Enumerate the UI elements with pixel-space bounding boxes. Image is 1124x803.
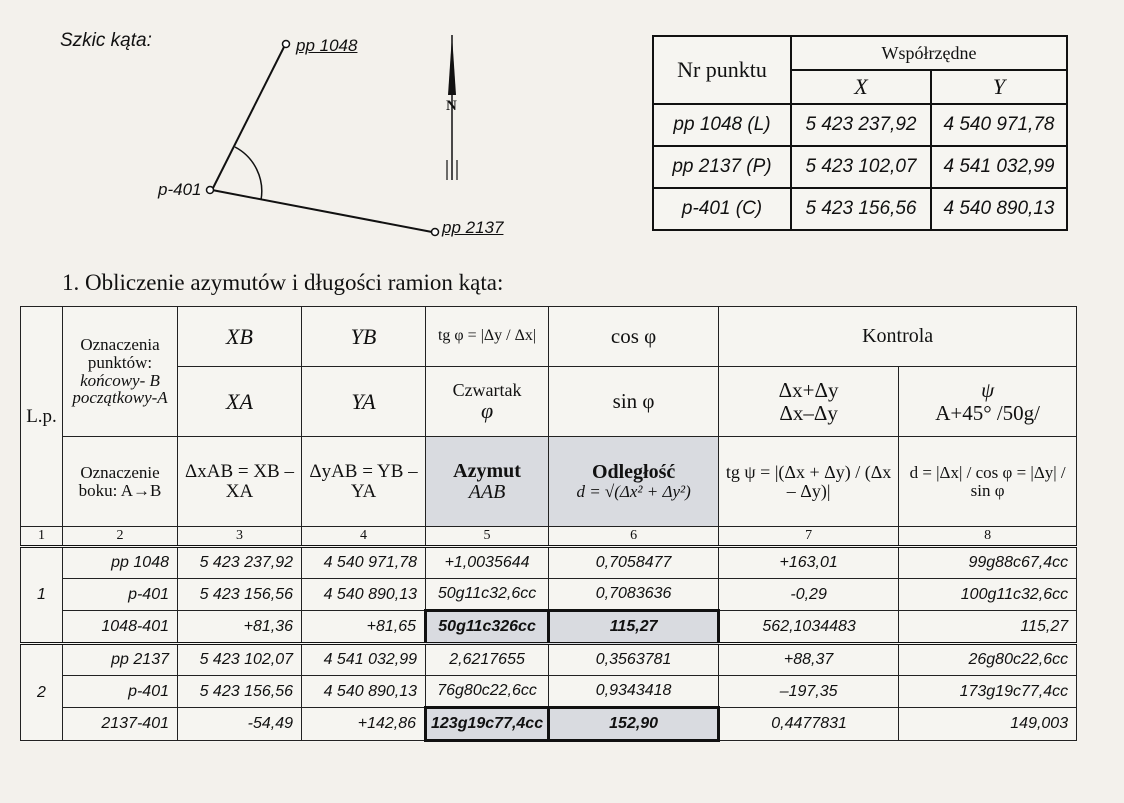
- angle-arc: [235, 147, 262, 200]
- table-row: 2137-401 -54,49 +142,86 123g19c77,4cc 152,90 0,4477831 149,003: [21, 708, 1077, 741]
- distance-result: 152,90: [549, 708, 719, 741]
- sketch-title: Szkic kąta:: [60, 30, 152, 51]
- header-d-formula: d = |Δx| / cos φ = |Δy| / sin φ: [899, 437, 1077, 527]
- north-label: N: [446, 98, 457, 114]
- coord-row: pp 2137 (P) 5 423 102,07 4 541 032,99: [653, 146, 1067, 188]
- header-quadrant: Czwartak φ: [426, 367, 549, 437]
- header-points-desc: Oznaczenia punktów: końcowy- B początkowy-A: [63, 307, 178, 437]
- north-arrow-head: [448, 35, 456, 95]
- table-row: p-401 5 423 156,56 4 540 890,13 76g80c22,6cc 0,9343418 –197,35 173g19c77,4cc: [21, 676, 1077, 708]
- header-point-number: Nr punktu: [653, 36, 791, 104]
- header-xa: XA: [178, 367, 302, 437]
- table-row: p-401 5 423 156,56 4 540 890,13 50g11c32,6cc 0,7083636 -0,29 100g11c32,6cc: [21, 579, 1077, 611]
- header-coordinates: Współrzędne: [791, 36, 1067, 70]
- azimuth-result: 123g19c77,4cc: [426, 708, 549, 741]
- header-dy: ΔyAB = YB – YA: [302, 437, 426, 527]
- arm-to-pp2137: [212, 190, 432, 232]
- header-azimuth: Azymut AAB: [426, 437, 549, 527]
- label-pp2137: pp 2137: [442, 218, 504, 237]
- label-p401: p-401: [158, 180, 202, 199]
- header-tg-phi: tg φ = |Δy / Δx|: [426, 307, 549, 367]
- header-xb: XB: [178, 307, 302, 367]
- table-row: 1048-401 +81,36 +81,65 50g11c326cc 115,27 562,1034483 115,27: [21, 611, 1077, 644]
- header-lp: L.p.: [21, 307, 63, 527]
- header-x: X: [791, 70, 931, 104]
- point-pp1048-marker: [283, 41, 290, 48]
- coordinates-table: [652, 35, 1068, 231]
- header-distance: Odległość d = √(Δx² + Δy²): [549, 437, 719, 527]
- table-row: 1 pp 1048 5 423 237,92 4 540 971,78 +1,0035644 0,7058477 +163,01 99g88c67,4cc: [21, 547, 1077, 579]
- header-dx: ΔxAB = XB – XA: [178, 437, 302, 527]
- header-psi: ψ A+45° /50g/: [899, 367, 1077, 437]
- table-row: 2 pp 2137 5 423 102,07 4 541 032,99 2,6217655 0,3563781 +88,37 26g80c22,6cc: [21, 644, 1077, 676]
- point-p401-marker: [207, 187, 214, 194]
- coord-row: p-401 (C) 5 423 156,56 4 540 890,13: [653, 188, 1067, 230]
- group-lp: 2: [21, 644, 63, 741]
- coord-row: pp 1048 (L) 5 423 237,92 4 540 971,78: [653, 104, 1067, 146]
- header-ya: YA: [302, 367, 426, 437]
- distance-result: 115,27: [549, 611, 719, 644]
- section-heading: 1. Obliczenie azymutów i długości ramion kąta:: [62, 270, 504, 295]
- header-control: Kontrola: [719, 307, 1077, 367]
- arm-to-pp1048: [212, 45, 285, 190]
- group-lp: 1: [21, 547, 63, 644]
- header-yb: YB: [302, 307, 426, 367]
- azimuth-computation-table: [20, 306, 1077, 742]
- label-pp1048: pp 1048: [296, 36, 358, 55]
- point-pp2137-marker: [432, 229, 439, 236]
- header-tg-psi: tg ψ = |(Δx + Δy) / (Δx – Δy)|: [719, 437, 899, 527]
- column-numbers-row: 1 2 3 4 5 6 7 8: [21, 527, 1077, 547]
- header-sin-phi: sin φ: [549, 367, 719, 437]
- header-side-desc: Oznaczenie boku: A→B: [63, 437, 178, 527]
- header-y: Y: [931, 70, 1067, 104]
- header-cos-phi: cos φ: [549, 307, 719, 367]
- azimuth-result: 50g11c326cc: [426, 611, 549, 644]
- header-control-sum-diff: Δx+Δy Δx–Δy: [719, 367, 899, 437]
